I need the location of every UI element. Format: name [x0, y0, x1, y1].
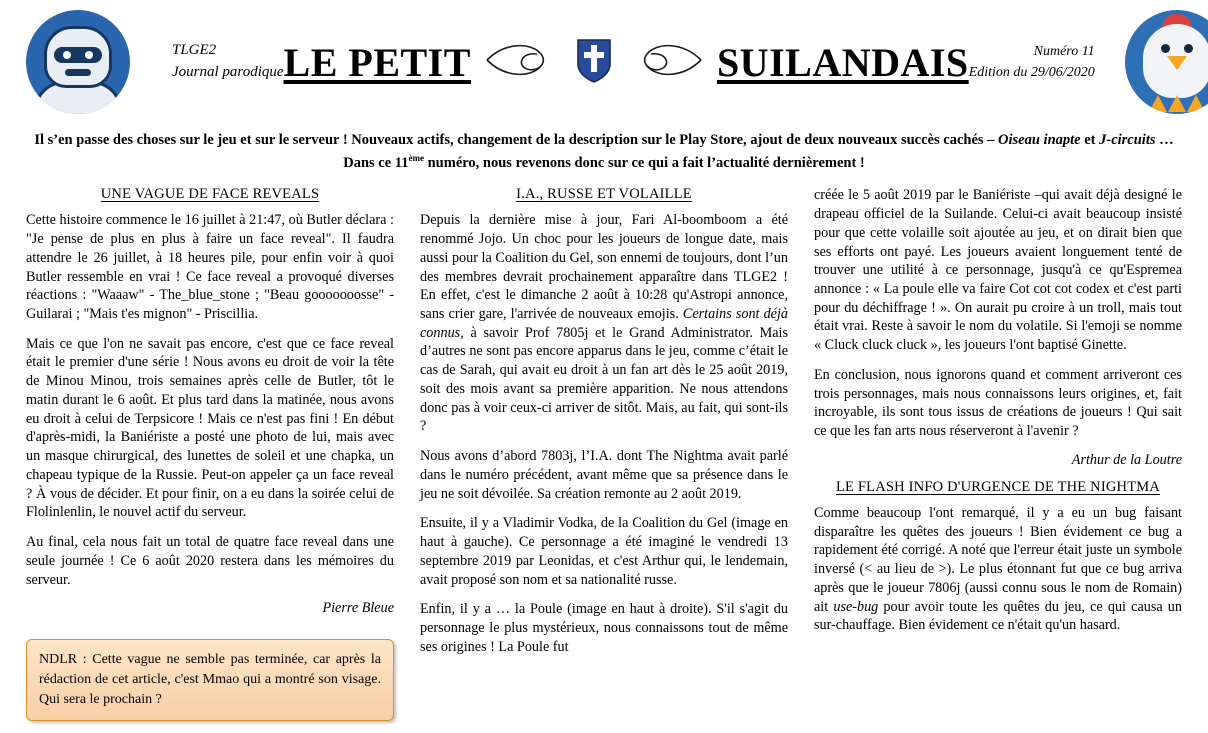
article-3-paragraph-1 [814, 504, 1182, 635]
article-2-signature: Arthur de la Loutre [1071, 451, 1182, 468]
heraldic-shield-ornament-icon [479, 30, 709, 95]
issue-number: Numéro 11 [1033, 44, 1095, 59]
title-right: SUILANDAIS [716, 39, 969, 85]
article-1-paragraph-3: Au final, cela nous fait un total de quatre face reveal dans une seule journée ! Ce 6 août 2020 restera dans les mémoires du serveur. [26, 534, 394, 588]
article-3-p1-italic: use-bug [833, 598, 879, 615]
article-3-heading: LE FLASH INFO D'URGENCE DE THE NIGHTMA [835, 478, 1161, 495]
lede-achievement-2: J-circuits [1099, 132, 1156, 148]
lede-achievement-1: Oiseau inapte [998, 132, 1081, 148]
article-2-p1-a: Depuis la dernière mise à jour, Fari Al-boomboom a été renommé Jojo. Un choc pour les joueurs de longue date, mais aussi pour la Coalition du Gel, son ennemi de toujours, dont l’un des membres devrait prochainement apparaître dans TLGE2 ! En effet, c'est le dimanche 2 août à 10:28 qu'Astropi annonce, sans crier gare, l'arrivée de nouveaux emojis. [420, 212, 788, 322]
chicken-avatar-icon [1125, 10, 1208, 114]
article-1-paragraph-1: Cette histoire commence le 16 juillet à 21:47, où Butler déclara : "Je pense de plus en plus à faire un face reveal". Il faudra attendre le 26 juillet, à 18 heures pile, pour enfin voir à quoi Butler ressemble en vrai ! Ce face reveal a provoqué diverses réactions : "Waaaw" - The_blue_stone ; "Beau gooooooosse" - Guilarai ; "Mais t'es mignon" - Priscillia. [26, 212, 394, 322]
article-2-paragraph-5: créée le 5 août 2019 par le Baniériste –qui avait déjà designé le drapeau officiel de la Suilande. Celui-ci avait beaucoup insisté pour que cette volaille soit ajoutée au jeu, et on dirait bien que ses efforts ont payé. Les joueurs avaient longuement tenté de trouver une utilité à ce personnage, jusqu'à ce qu'Espremea annonce : « La poule elle va faire Cot cot cot codex et c'est parti pour du déchiffrage ! ». On aurait pu croire à un troll, mais tout était vrai. Reste à savoir le nom du volatile. Si l'emoji se nomme « Cluck cluck cluck », les joueurs l'ont baptisé Ginette. [814, 187, 1182, 354]
title-left: LE PETIT [283, 39, 471, 85]
article-2-paragraph-1 [420, 211, 788, 436]
article-2-paragraph-6: En conclusion, nous ignorons quand et comment arriveront ces trois personnages, mais nous connaissons leurs origines, et, fait incroyable, ils sont tous issus de créations de joueurs ! Qui sait ce que les fan arts nous réserveront à l'avenir ? [814, 366, 1182, 440]
article-1-signature: Pierre Bleue [322, 600, 394, 617]
article-2-paragraph-4: Enfin, il y a … la Poule (image en haut à droite). S'il s'agit du personnage le plus mystérieux, nous connaissons tout de même ses origines ! La Poule fut [420, 601, 788, 655]
article-3-p1-a: Comme beaucoup l'ont remarqué, il y a eu un bug faisant disparaître les quêtes des joueurs ! Bien évidement ce bug a rapidement été corrigé. A noté que l'erreur était juste un symbole inversé (< au lieu de >). Le plus étonnant fut que ce bug arriva après que le joueur 7806j (aussi connu sous le nom de Romain) ait [814, 504, 1182, 615]
column-1 [26, 186, 394, 726]
article-2-paragraph-3: Ensuite, il y a Vladimir Vodka, de la Coalition du Gel (image en haut à gauche). Ce personnage a été imaginé le vendredi 13 septembre 2019 par Leonidas, et c'est Arthur qui, le lendemain, avait proposé son nom et sa nationalité russe. [420, 515, 788, 588]
journal-code: TLGE2 [172, 42, 217, 59]
article-2-p1-b: , à savoir Prof 7805j et le Grand Administrator. Mais d’autres ne sont pas encore apparus dans le jeu, comme c’était le cas de Sarah, qui avait eu droit à un fan art dès le 25 août 2019, soit des mois avant sa première apparition. Ne nous attendons donc pas à voir ceux-ci arriver de sitôt. Mais, au fait, qui sont-ils ? [420, 324, 788, 435]
journal-subtitle: Journal parodique [172, 64, 284, 80]
page-title [284, 30, 969, 95]
column-2 [420, 186, 788, 726]
article-2-heading: I.A., RUSSE ET VOLAILLE [516, 186, 692, 203]
article-2-p1-italic: Certains sont déjà connus [420, 306, 789, 341]
article-columns [26, 186, 1182, 726]
robot-avatar-icon [26, 10, 130, 114]
lede-part5: … Dans ce 11 [343, 132, 1174, 171]
article-1-heading: UNE VAGUE DE FACE REVEALS [100, 186, 320, 203]
article-2-paragraph-2: Nous avons d’abord 7803j, l’I.A. dont The Nightma avait parlé dans le numéro précédent, avant même que sa présence dans le jeu ne soit dévoilée. Sa création remonte au 2 août 2019. [420, 448, 788, 502]
masthead-left-meta [172, 40, 284, 84]
article-1-paragraph-2: Mais ce que l'on ne savait pas encore, c'est que ce face reveal était le premier d'une série ! Nous avons eu droit de voir la tête de Minou Minou, trois semaines après celle de Butler, tôt le matin durant le 6 août. Et plus tard dans la matinée, nous avons eu droit à celui de Terpsicore ! Mais ce n'est pas fini ! En début d'après-midi, la Baniériste a posté une photo de lui, mais avec un masque chirurgical, des lunettes de soleil et une chapka, un chapeau typique de la Russie. Peut-on appeler ça un face reveal ? À vous de décider. Et pour finir, on a eu dans la soirée celui de Flolinlenlin, le nouvel actif du serveur. [26, 335, 394, 521]
lede-exponent: ème [408, 152, 424, 163]
lede-paragraph [26, 130, 1182, 174]
lede-part3: et [1080, 132, 1100, 148]
column-3 [814, 186, 1182, 726]
lede-part1: Il s’en passe des choses sur le jeu et sur le serveur ! Nouveaux actifs, changement de la description sur le Play Store, ajout de deux nouveaux succès cachés – [34, 132, 999, 148]
masthead-right-meta [969, 41, 1095, 83]
issue-date: Edition du 29/06/2020 [968, 65, 1095, 80]
lede-part6: numéro, nous revenons donc sur ce qui a fait l’actualité dernièrement ! [423, 154, 865, 171]
article-3-p1-b: pour avoir toute les quêtes du jeu, ce qui causa un sur-chauffage. Bien évidement ce n'était qu'un hasard. [814, 598, 1182, 634]
masthead [26, 8, 1182, 116]
ndlr-callout: NDLR : Cette vague ne semble pas terminée, car après la rédaction de cet article, c'est Mmao qui a montré son visage. Qui sera le prochain ? [26, 639, 394, 721]
